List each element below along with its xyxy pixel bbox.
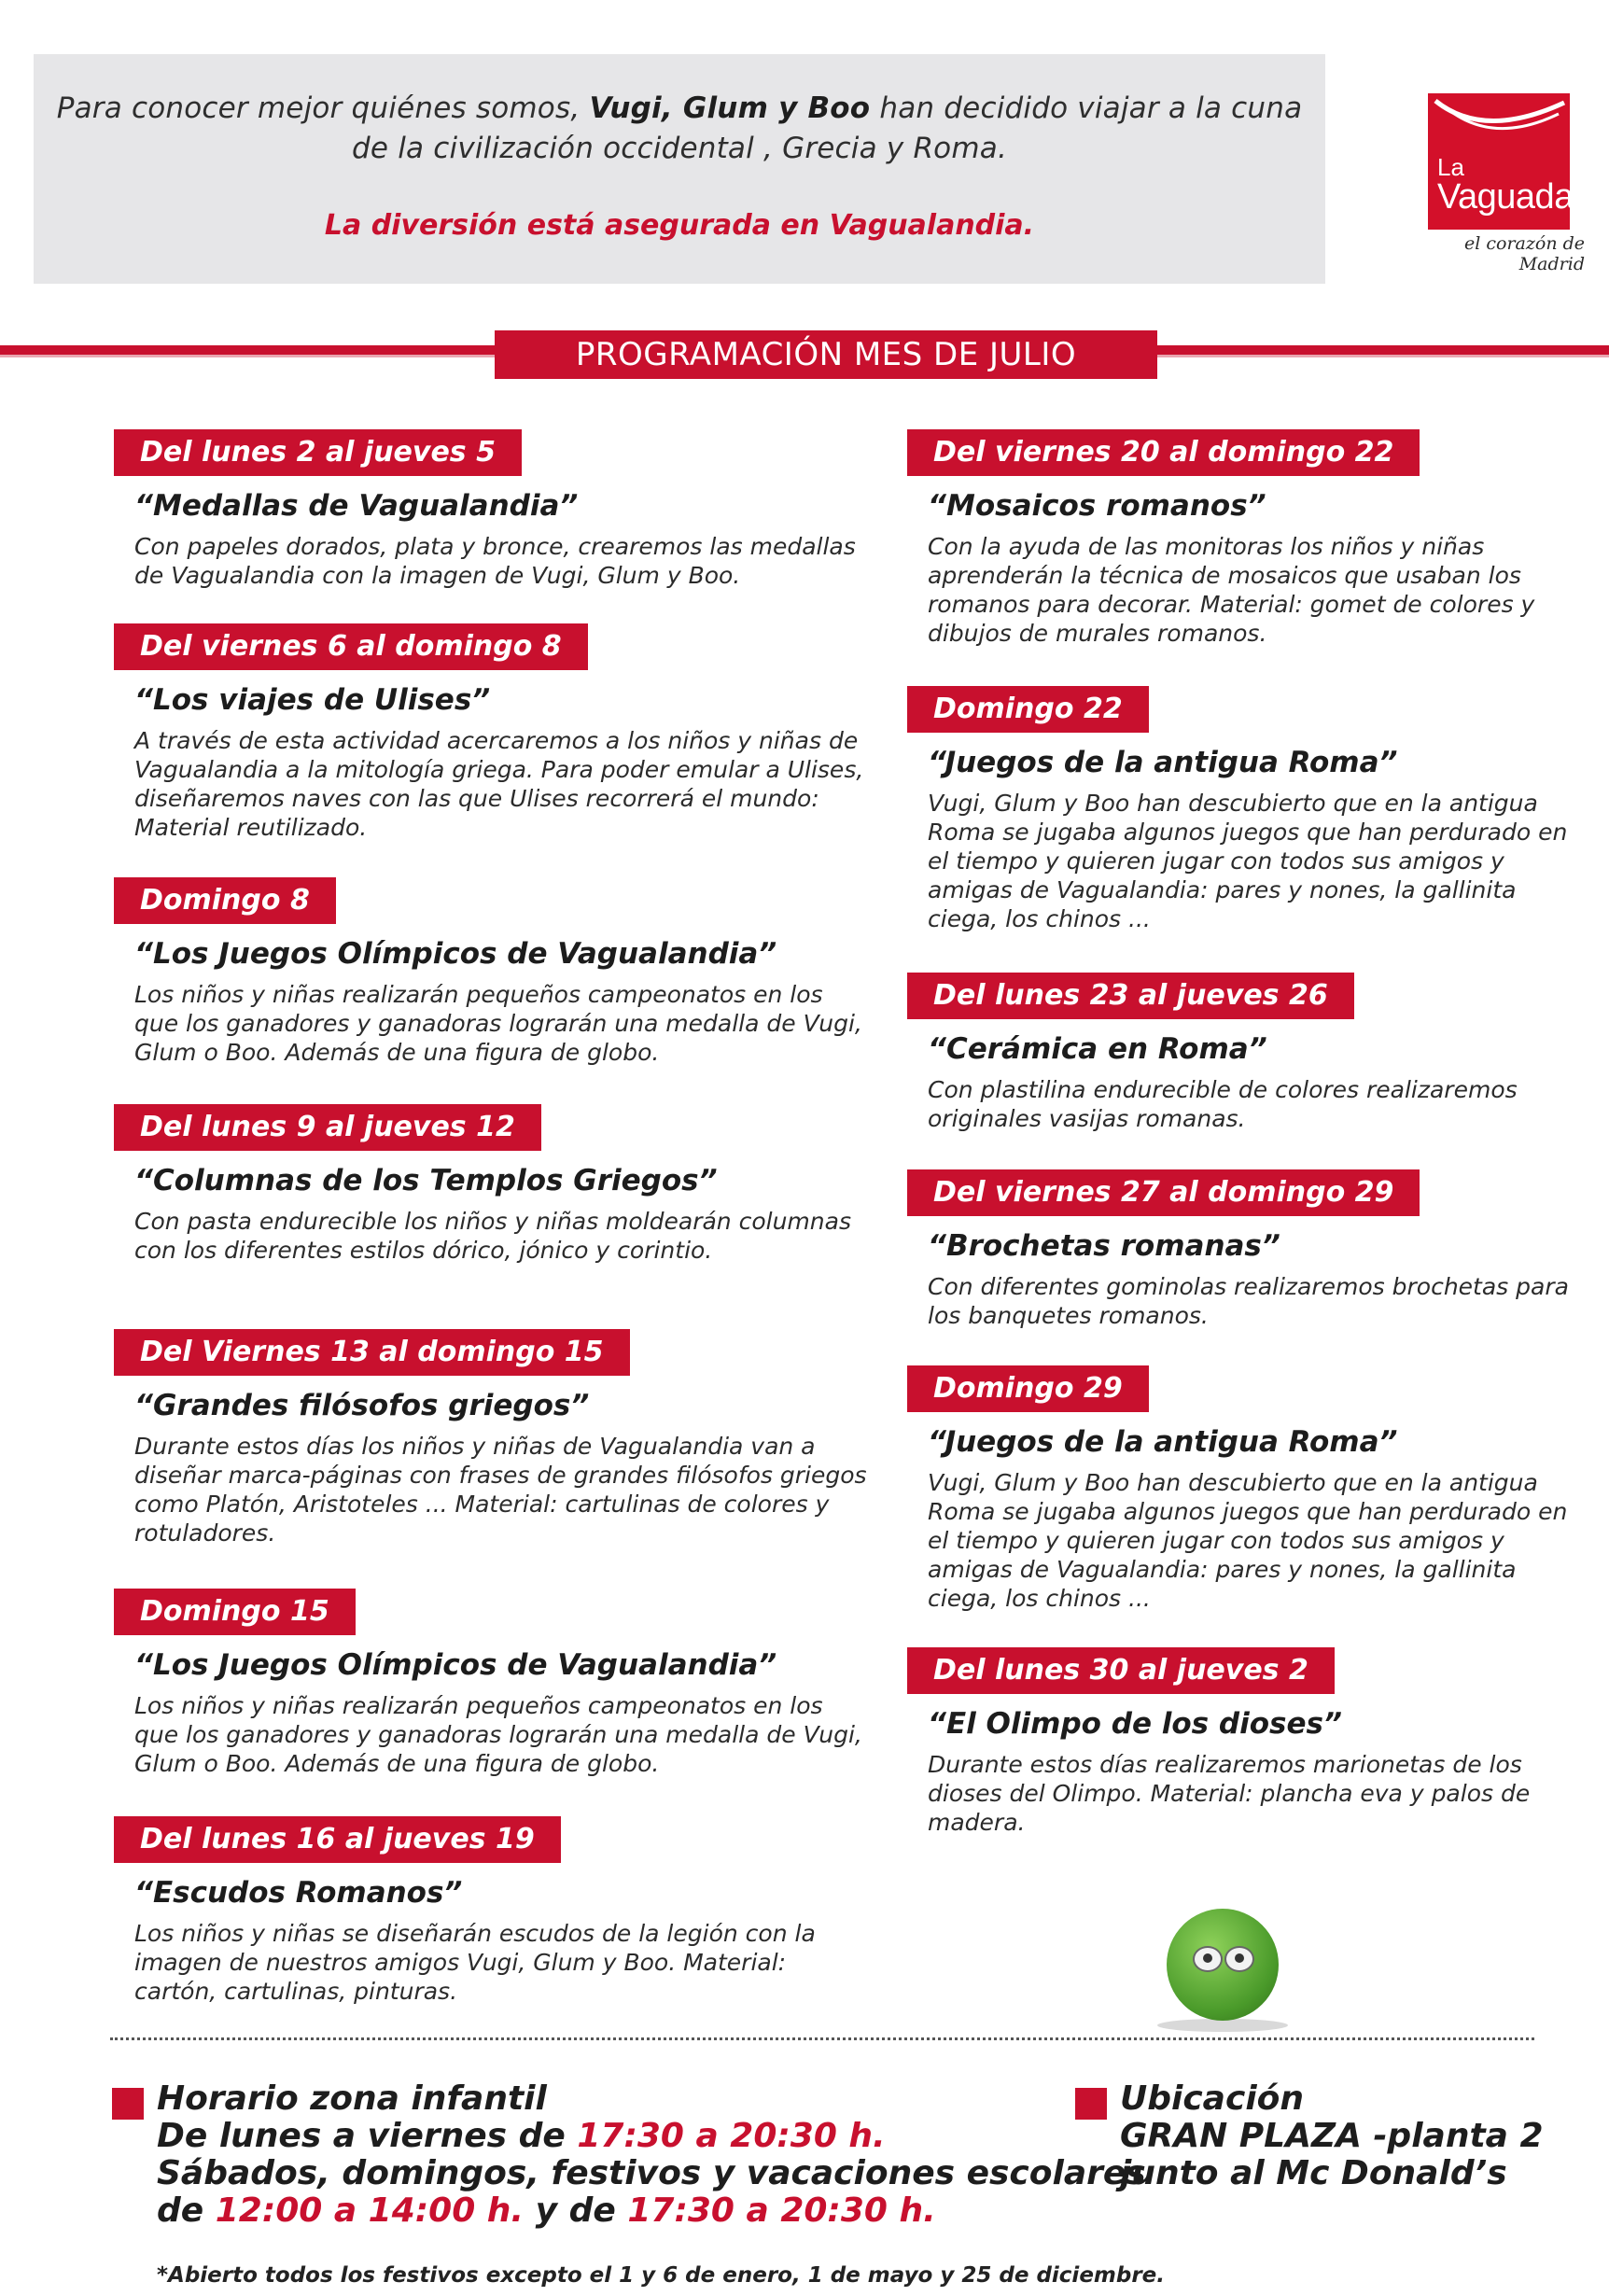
activity-date: Del viernes 6 al domingo 8 — [114, 623, 588, 670]
activity-date: Del lunes 30 al jueves 2 — [907, 1647, 1335, 1694]
activity-title: “Escudos Romanos” — [134, 1876, 463, 1910]
activity-date: Domingo 8 — [114, 877, 336, 924]
activity-date: Domingo 29 — [907, 1365, 1149, 1412]
logo-swoosh-icon — [1428, 93, 1570, 149]
location-line-1: GRAN PLAZA -planta 2 — [1120, 2117, 1544, 2155]
activity-description: Con pasta endurecible los niños y niñas moldearán columnas con los diferentes estilos dórico, jónico y corintio. — [134, 1208, 851, 1264]
activity-date: Domingo 15 — [114, 1589, 356, 1635]
logo-la: La — [1437, 153, 1464, 181]
intro-line-1: Para conocer mejor quiénes somos, Vugi, Glum y Boo han decidido viajar a la cuna — [56, 91, 1303, 125]
activity-title: “Juegos de la antigua Roma” — [928, 746, 1398, 779]
character-body — [1167, 1909, 1279, 2021]
green-character-icon — [1157, 1909, 1288, 2030]
dotted-divider — [110, 2037, 1534, 2040]
activity-title: “Los Juegos Olímpicos de Vagualandia” — [134, 937, 777, 971]
activity-description: Vugi, Glum y Boo han descubierto que en la antigua Roma se jugaba algunos juegos que han perdurado en el tiempo y quieren jugar con todos sus amigos y amigas de Vagualandia: pares y nones, la gallinita ciega, los chinos ... — [928, 1469, 1568, 1612]
intro-line-2: de la civilización occidental , Grecia y Roma. — [352, 132, 1007, 165]
activity-date: Del lunes 16 al jueves 19 — [114, 1816, 561, 1863]
activity-date: Domingo 22 — [907, 686, 1149, 733]
activity-description: Durante estos días realizaremos marionetas de los dioses del Olimpo. Material: plancha eva y palos de madera. — [928, 1751, 1531, 1836]
activity-date: Del Viernes 13 al domingo 15 — [114, 1329, 630, 1376]
activity-title: “Mosaicos romanos” — [928, 489, 1266, 523]
schedule-weekday: De lunes a viernes de 17:30 a 20:30 h. — [157, 2117, 886, 2155]
character-pupil — [1235, 1953, 1244, 1963]
activity-title: “Columnas de los Templos Griegos” — [134, 1164, 718, 1197]
location-title: Ubicación — [1120, 2079, 1305, 2118]
footnote: *Abierto todos los festivos excepto el 1 y 6 de enero, 1 de mayo y 25 de diciembre. — [157, 2263, 1166, 2288]
activity-description: Con diferentes gominolas realizaremos brochetas para los banquetes romanos. — [928, 1273, 1569, 1329]
la-vaguada-logo — [1407, 93, 1585, 274]
character-pupil — [1203, 1953, 1212, 1963]
intro-box — [34, 54, 1325, 284]
program-title: PROGRAMACIÓN MES DE JULIO — [495, 330, 1157, 379]
activity-title: “El Olimpo de los dioses” — [928, 1707, 1342, 1741]
activity-title: “Los viajes de Ulises” — [134, 683, 491, 717]
schedule-weekend-label: Sábados, domingos, festivos y vacaciones escolares — [157, 2154, 1146, 2192]
activity-description: Vugi, Glum y Boo han descubierto que en la antigua Roma se jugaba algunos juegos que han perdurado en el tiempo y quieren jugar con todos sus amigos y amigas de Vagualandia: pares y nones, la gallinita ciega, los chinos ... — [928, 790, 1568, 932]
activity-description: Los niños y niñas realizarán pequeños campeonatos en los que los ganadores y ganadoras lograrán una medalla de Vugi, Glum o Boo. Además de una figura de globo. — [134, 1692, 862, 1777]
activity-description: Con plastilina endurecible de colores realizaremos originales vasijas romanas. — [928, 1076, 1518, 1132]
activity-title: “Cerámica en Roma” — [928, 1032, 1267, 1066]
activity-date: Del viernes 27 al domingo 29 — [907, 1169, 1420, 1216]
location-square-icon — [1075, 2088, 1107, 2120]
activity-title: “Medallas de Vagualandia” — [134, 489, 579, 523]
activity-date: Del lunes 9 al jueves 12 — [114, 1104, 541, 1151]
activity-date: Del lunes 2 al jueves 5 — [114, 429, 522, 476]
logo-badge — [1428, 93, 1574, 230]
schedule-weekend-times: de 12:00 a 14:00 h. y de 17:30 a 20:30 h. — [157, 2191, 936, 2230]
logo-name: Vaguada — [1437, 177, 1574, 217]
activity-description: A través de esta actividad acercaremos a los niños y niñas de Vagualandia a la mitología griega. Para poder emular a Ulises, diseñaremos naves con las que Ulises recorrerá el mundo: Material reutilizado. — [134, 727, 864, 841]
activity-description: Con papeles dorados, plata y bronce, crearemos las medallas de Vagualandia con la imagen de Vugi, Glum y Boo. — [134, 533, 856, 589]
activity-description: Durante estos días los niños y niñas de Vagualandia van a diseñar marca-páginas con frases de grandes filósofos griegos como Platón, Aristoteles ... Material: cartulinas de colores y rotuladores. — [134, 1433, 867, 1547]
location-line-2: junto al Mc Donald’s — [1120, 2154, 1507, 2192]
activity-title: “Brochetas romanas” — [928, 1229, 1280, 1263]
schedule-square-icon — [112, 2088, 144, 2120]
logo-tagline: el corazón de Madrid — [1464, 233, 1585, 274]
activity-description: Los niños y niñas realizarán pequeños campeonatos en los que los ganadores y ganadoras lograrán una medalla de Vugi, Glum o Boo. Además de una figura de globo. — [134, 981, 862, 1066]
activity-title: “Los Juegos Olímpicos de Vagualandia” — [134, 1648, 777, 1682]
schedule-title: Horario zona infantil — [157, 2079, 547, 2118]
activity-description: Con la ayuda de las monitoras los niños y niñas aprenderán la técnica de mosaicos que usaban los romanos para decorar. Material: gomet de colores y dibujos de murales romanos. — [928, 533, 1535, 647]
character-eye — [1193, 1946, 1223, 1972]
character-eye — [1224, 1946, 1254, 1972]
activity-description: Los niños y niñas se diseñarán escudos de la legión con la imagen de nuestros amigos Vugi, Glum y Boo. Material: cartón, cartulinas, pinturas. — [134, 1920, 816, 2005]
activity-date: Del lunes 23 al jueves 26 — [907, 973, 1354, 1019]
activity-title: “Grandes filósofos griegos” — [134, 1389, 590, 1422]
activity-title: “Juegos de la antigua Roma” — [928, 1425, 1398, 1459]
intro-tagline: La diversión está asegurada en Vagualandia. — [324, 209, 1035, 242]
activity-date: Del viernes 20 al domingo 22 — [907, 429, 1420, 476]
character-shadow — [1157, 2019, 1288, 2032]
